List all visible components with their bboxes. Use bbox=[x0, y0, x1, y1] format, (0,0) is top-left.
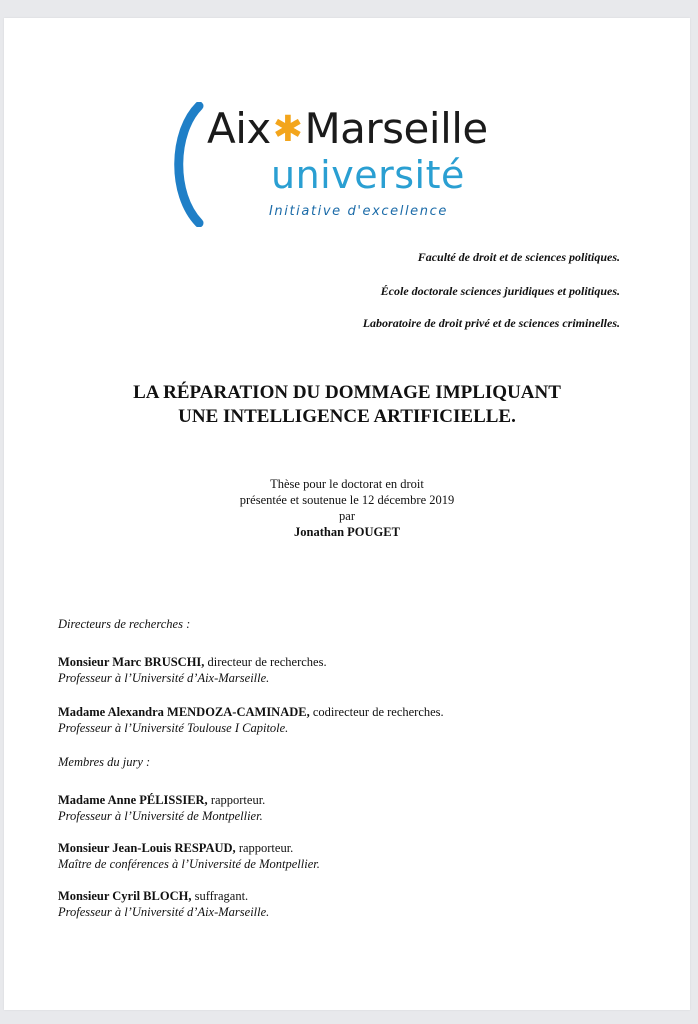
thesis-title bbox=[4, 381, 690, 429]
person-name: Madame Anne PÉLISSIER, bbox=[58, 793, 208, 807]
thesis-line-2: présentée et soutenue le 12 décembre 2019 bbox=[239, 493, 455, 507]
faculty-line: Faculté de droit et de sciences politiques. bbox=[417, 250, 620, 264]
person-affiliation: Professeur à l’Université d’Aix-Marseille. bbox=[58, 905, 270, 919]
logo-wordmark bbox=[207, 104, 488, 153]
title-line-2: UNE INTELLIGENCE ARTIFICIELLE. bbox=[178, 406, 516, 427]
person-name: Madame Alexandra MENDOZA-CAMINADE, bbox=[58, 705, 310, 719]
person-affiliation: Professeur à l’Université d’Aix-Marseille. bbox=[58, 671, 270, 685]
document-page bbox=[4, 18, 690, 1010]
thesis-author: Jonathan POUGET bbox=[294, 525, 400, 539]
person-role: codirecteur de recherches. bbox=[309, 705, 444, 719]
person-name: Monsieur Jean-Louis RESPAUD, bbox=[58, 841, 236, 855]
person-affiliation: Professeur à l’Université Toulouse I Capitole. bbox=[58, 721, 289, 735]
person-name: Monsieur Marc BRUSCHI, bbox=[58, 655, 205, 669]
laboratory-line: Laboratoire de droit privé et de sciences criminelles. bbox=[362, 316, 620, 330]
person-role: suffragant. bbox=[191, 889, 249, 903]
jury-entry bbox=[58, 792, 265, 824]
thesis-line-3: par bbox=[339, 509, 355, 523]
director-entry bbox=[58, 654, 327, 686]
thesis-line-1: Thèse pour le doctorat en droit bbox=[270, 477, 424, 491]
person-role: rapporteur. bbox=[207, 793, 266, 807]
logo-aix-text: Aix bbox=[207, 104, 271, 153]
jury-entry bbox=[58, 888, 269, 920]
title-line-1: LA RÉPARATION DU DOMMAGE IMPLIQUANT bbox=[133, 382, 561, 403]
person-role: rapporteur. bbox=[235, 841, 294, 855]
director-entry bbox=[58, 704, 444, 736]
logo-universite-text: université bbox=[271, 153, 465, 197]
logo-initiative-text: Initiative d'excellence bbox=[269, 204, 448, 219]
logo-marseille-text: Marseille bbox=[304, 104, 488, 153]
person-affiliation: Maître de conférences à l’Université de Montpellier. bbox=[58, 857, 320, 871]
logo-star-icon: ✱ bbox=[272, 109, 303, 150]
logo-arc-icon bbox=[169, 102, 209, 227]
doctoral-school-line: École doctorale sciences juridiques et politiques. bbox=[380, 284, 620, 298]
thesis-info bbox=[4, 476, 690, 540]
person-name: Monsieur Cyril BLOCH, bbox=[58, 889, 192, 903]
person-role: directeur de recherches. bbox=[204, 655, 327, 669]
jury-entry bbox=[58, 840, 320, 872]
directors-heading: Directeurs de recherches : bbox=[58, 617, 191, 631]
university-logo bbox=[169, 102, 529, 242]
jury-heading: Membres du jury : bbox=[58, 755, 151, 769]
person-affiliation: Professeur à l’Université de Montpellier. bbox=[58, 809, 263, 823]
